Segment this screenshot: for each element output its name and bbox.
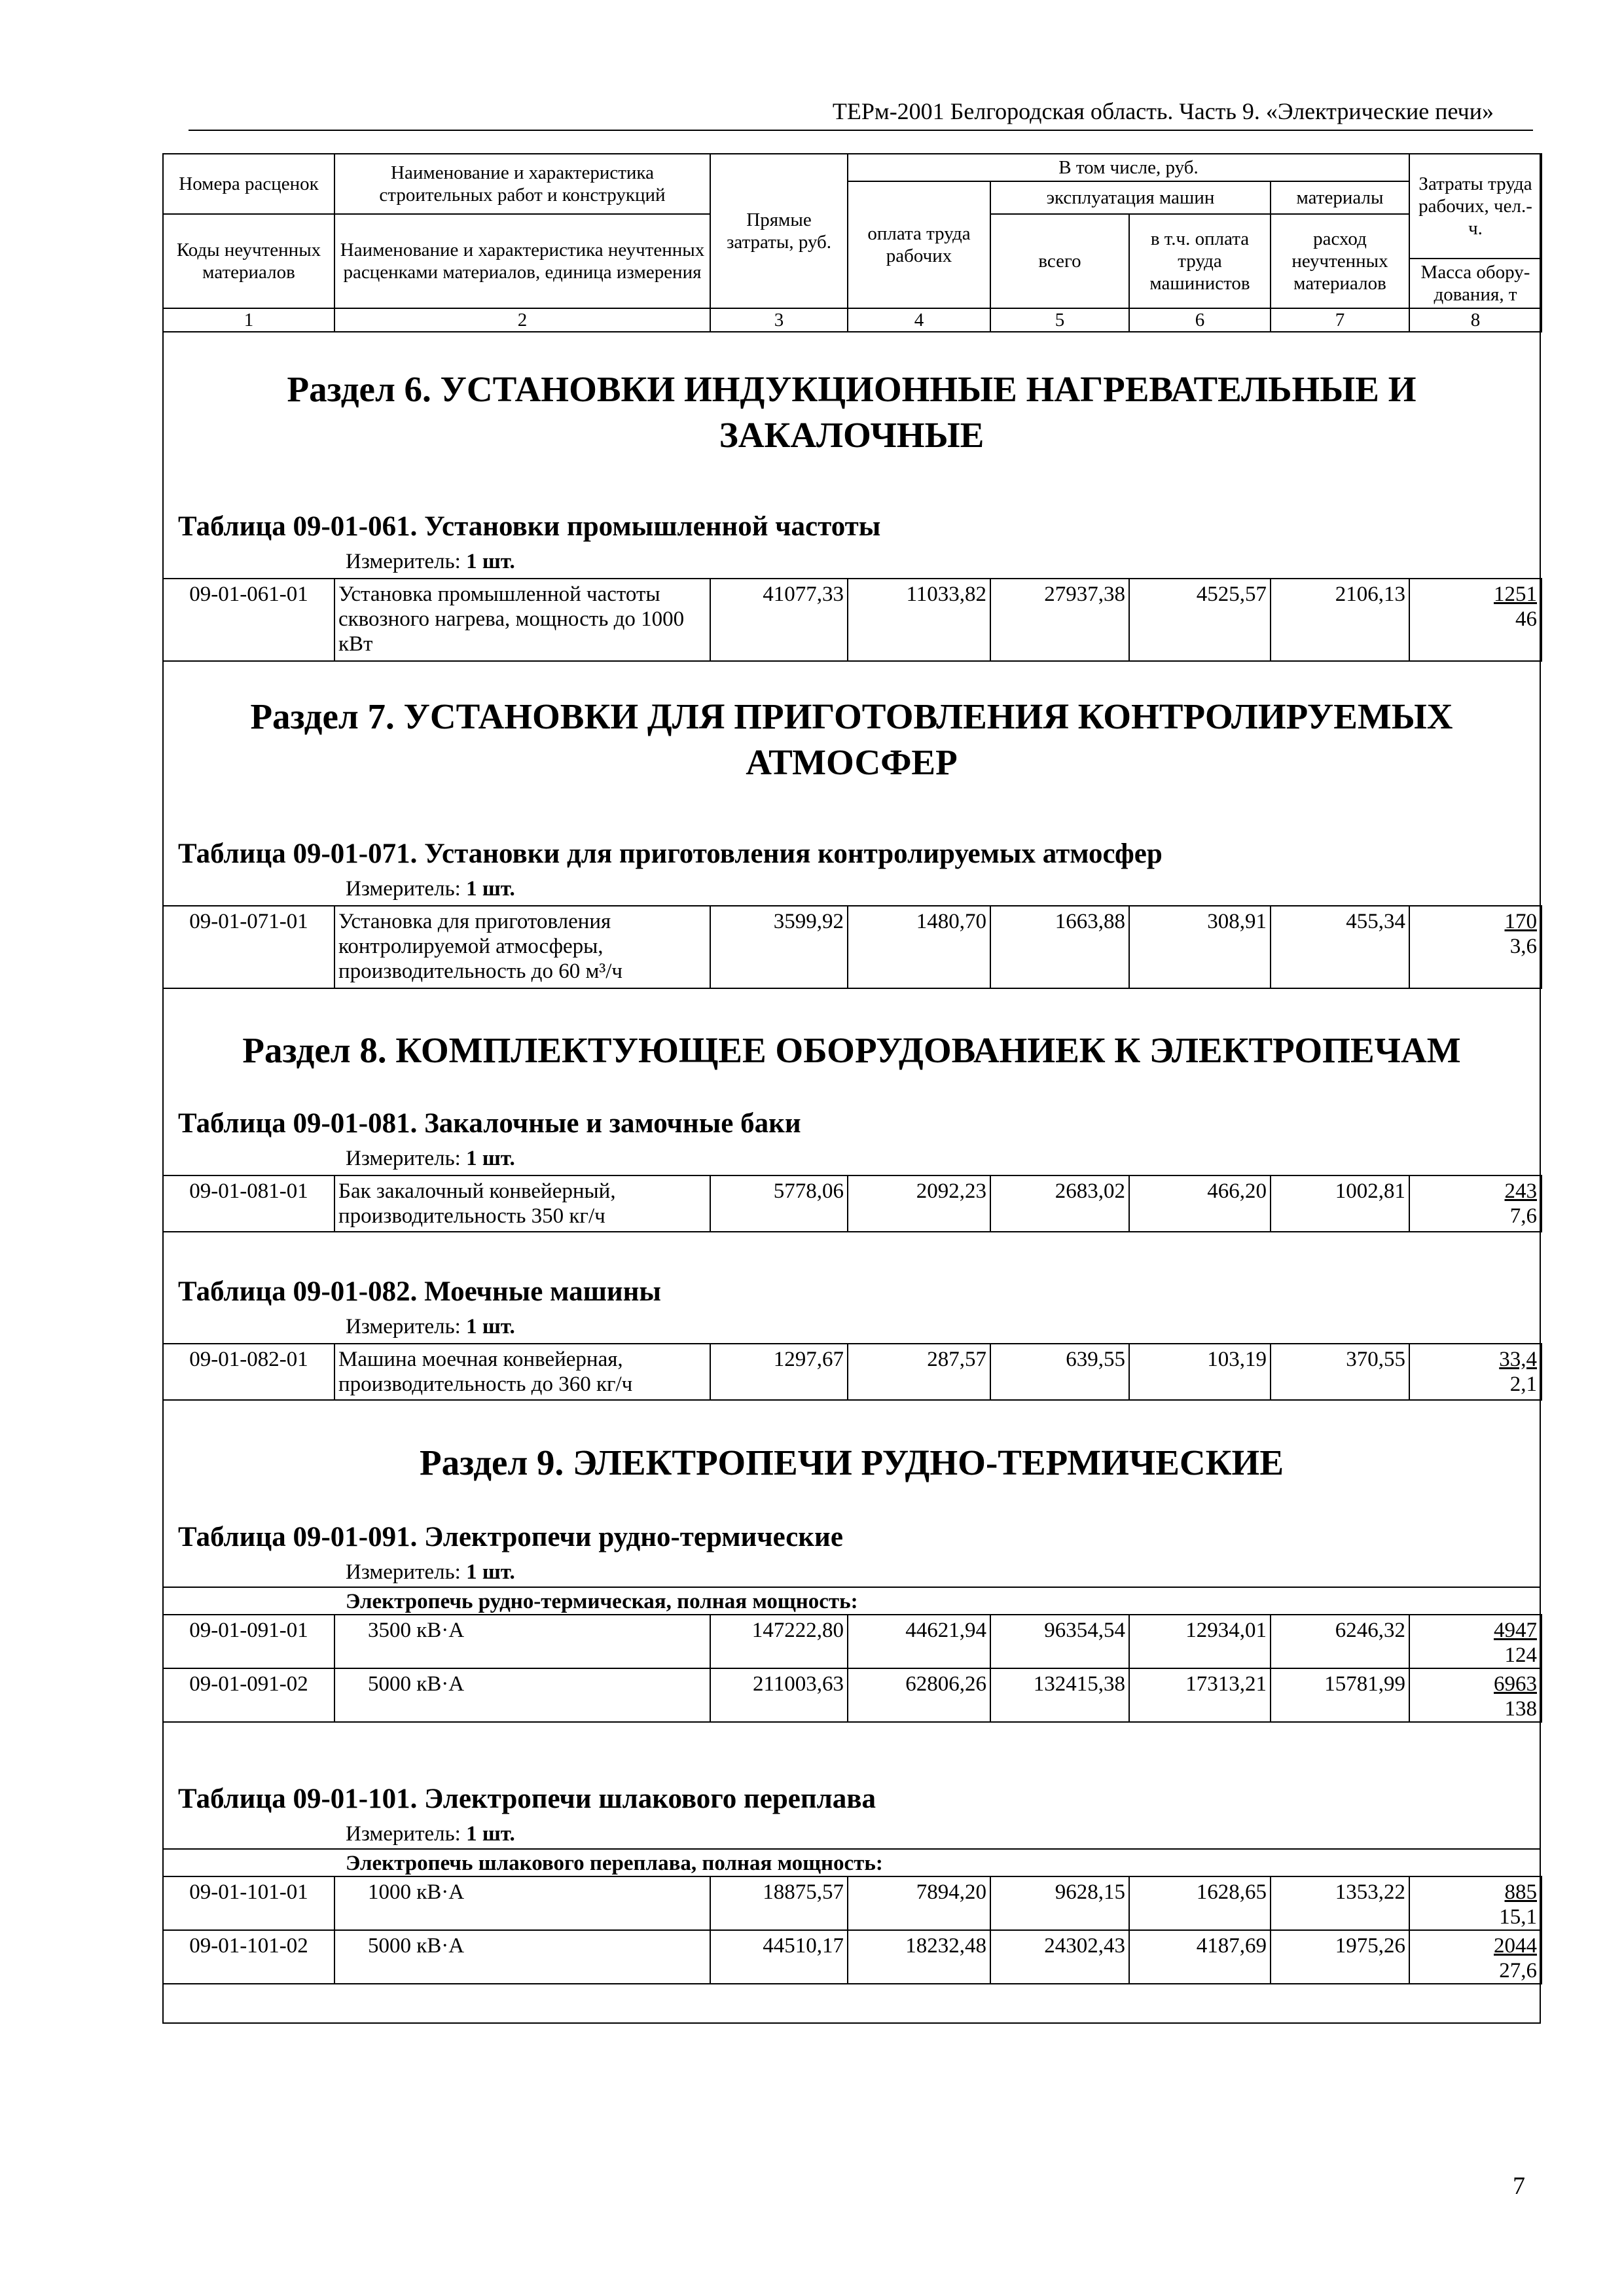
machinist-pay-header: в т.ч. оплата труда машинистов: [1129, 214, 1271, 308]
machines-total-header: всего: [990, 214, 1129, 308]
rate-name: 3500 кВ·А: [334, 1615, 710, 1668]
col2-bottom-header: Наименование и характеристика неучтенных расценками материалов, единица измерения: [334, 214, 710, 308]
table-title: Таблица 09-01-071. Установки для приготовления контролируемых атмосфер: [178, 838, 1163, 869]
table-row: [163, 1668, 1542, 1722]
including-header: В том числе, руб.: [848, 154, 1409, 181]
materials-header: материалы: [1271, 181, 1409, 214]
labor-and-mass: [1409, 579, 1542, 661]
materials-cost: 2106,13: [1271, 579, 1409, 661]
direct-costs: 41077,33: [710, 579, 848, 661]
worker-pay: 2092,23: [848, 1175, 990, 1232]
materials-cost: 15781,99: [1271, 1668, 1409, 1722]
measure-label: Измеритель:: [346, 877, 461, 901]
section-title: Раздел 8. КОМПЛЕКТУЮЩЕЕ ОБОРУДОВАНИЕК К ЭЛЕКТРОПЕЧАМ: [242, 1030, 1461, 1070]
machinist-pay: 4187,69: [1129, 1930, 1271, 1984]
machines-total: 2683,02: [990, 1175, 1129, 1232]
measure-label: Измеритель:: [346, 1147, 461, 1170]
col1-bottom-header: Коды неучтенных материалов: [163, 214, 334, 308]
direct-costs: 44510,17: [710, 1930, 848, 1984]
materials-cost: 6246,32: [1271, 1615, 1409, 1668]
unaccounted-materials-header: расход неучтенных материалов: [1271, 214, 1409, 308]
machinist-pay: 308,91: [1129, 906, 1271, 988]
worker-pay: 11033,82: [848, 579, 990, 661]
labor-hours: 243: [1504, 1179, 1537, 1203]
measure-value: 1 шт.: [466, 550, 515, 573]
table-row: [163, 1876, 1542, 1930]
measure-line: [346, 876, 515, 902]
col1-top-header: Номера расценок: [163, 154, 334, 214]
materials-cost: 1975,26: [1271, 1930, 1409, 1984]
equipment-mass: 138: [1504, 1697, 1537, 1721]
direct-costs: 3599,92: [710, 906, 848, 988]
measure-label: Измеритель:: [346, 550, 461, 573]
rate-name: 5000 кВ·А: [334, 1930, 710, 1984]
table-row: [163, 906, 1542, 988]
direct-costs: 211003,63: [710, 1668, 848, 1722]
materials-cost: 1353,22: [1271, 1876, 1409, 1930]
machinist-pay: 103,19: [1129, 1344, 1271, 1400]
rates-table: [162, 905, 1542, 989]
table-title: Таблица 09-01-101. Электропечи шлакового переплава: [178, 1784, 876, 1814]
worker-pay: 44621,94: [848, 1615, 990, 1668]
labor-and-mass: [1409, 1615, 1542, 1668]
col-num-7: 7: [1271, 308, 1409, 332]
measure-value: 1 шт.: [466, 877, 515, 901]
measure-value: 1 шт.: [466, 1147, 515, 1170]
rate-code: 09-01-101-01: [163, 1876, 334, 1930]
table-row: [163, 1930, 1542, 1984]
machines-total: 639,55: [990, 1344, 1129, 1400]
col-num-4: 4: [848, 308, 990, 332]
direct-costs: 18875,57: [710, 1876, 848, 1930]
materials-cost: 370,55: [1271, 1344, 1409, 1400]
machinist-pay: 1628,65: [1129, 1876, 1271, 1930]
machinist-pay: 466,20: [1129, 1175, 1271, 1232]
worker-pay: 287,57: [848, 1344, 990, 1400]
materials-cost: 455,34: [1271, 906, 1409, 988]
rate-name: 1000 кВ·А: [334, 1876, 710, 1930]
rates-table: [162, 1175, 1542, 1232]
worker-pay: 7894,20: [848, 1876, 990, 1930]
table-row: [163, 1615, 1542, 1668]
measure-label: Измеритель:: [346, 1822, 461, 1846]
labor-hours: 2044: [1494, 1934, 1537, 1958]
rates-table: [162, 1614, 1542, 1723]
direct-costs: 147222,80: [710, 1615, 848, 1668]
labor-and-mass: [1409, 1876, 1542, 1930]
rate-code: 09-01-082-01: [163, 1344, 334, 1400]
machines-total: 1663,88: [990, 906, 1129, 988]
rate-code: 09-01-061-01: [163, 579, 334, 661]
rate-name: Установка промышленной частоты сквозного нагрева, мощность до 1000 кВт: [334, 579, 710, 661]
equipment-mass-header: Масса обору-дования, т: [1409, 259, 1542, 308]
measure-line: [346, 548, 515, 575]
rate-code: 09-01-091-01: [163, 1615, 334, 1668]
labor-hours: 1251: [1494, 583, 1537, 606]
machines-total: 24302,43: [990, 1930, 1129, 1984]
labor-and-mass: [1409, 1344, 1542, 1400]
labor-hours: 6963: [1494, 1672, 1537, 1696]
column-header-table: [162, 153, 1542, 332]
machines-total: 9628,15: [990, 1876, 1129, 1930]
section-title: Раздел 7. УСТАНОВКИ ДЛЯ ПРИГОТОВЛЕНИЯ КОНТРОЛИРУЕМЫХ АТМОСФЕР: [250, 696, 1453, 782]
table-title: Таблица 09-01-082. Моечные машины: [178, 1276, 661, 1307]
measure-label: Измеритель:: [346, 1560, 461, 1584]
header-rule: [189, 130, 1533, 131]
rates-table: [162, 578, 1542, 662]
machinist-pay: 12934,01: [1129, 1615, 1271, 1668]
rate-code: 09-01-101-02: [163, 1930, 334, 1984]
rates-table: [162, 1876, 1542, 1984]
machinist-pay: 4525,57: [1129, 579, 1271, 661]
labor-hours-header: Затраты труда рабочих, чел.-ч.: [1409, 154, 1542, 259]
col-num-3: 3: [710, 308, 848, 332]
worker-pay-header: оплата труда рабочих: [848, 181, 990, 308]
rate-code: 09-01-091-02: [163, 1668, 334, 1722]
rates-table: [162, 1343, 1542, 1401]
machines-total: 27937,38: [990, 579, 1129, 661]
rate-name: 5000 кВ·А: [334, 1668, 710, 1722]
table-row: [163, 1344, 1542, 1400]
table-title: Таблица 09-01-091. Электропечи рудно-термические: [178, 1522, 843, 1552]
group-heading: Электропечь шлакового переплава, полная мощность:: [162, 1848, 1541, 1876]
measure-value: 1 шт.: [466, 1315, 515, 1338]
table-row: [163, 579, 1542, 661]
rate-name: Установка для приготовления контролируемой атмосферы, производительность до 60 м³/ч: [334, 906, 710, 988]
measure-line: [346, 1145, 515, 1172]
col2-top-header: Наименование и характеристика строительных работ и конструкций: [334, 154, 710, 214]
table-title: Таблица 09-01-081. Закалочные и замочные баки: [178, 1108, 801, 1139]
machines-total: 132415,38: [990, 1668, 1129, 1722]
equipment-mass: 46: [1515, 607, 1537, 631]
section-title: Раздел 9. ЭЛЕКТРОПЕЧИ РУДНО-ТЕРМИЧЕСКИЕ: [420, 1443, 1284, 1482]
labor-hours: 170: [1504, 910, 1537, 933]
section-title: Раздел 6. УСТАНОВКИ ИНДУКЦИОННЫЕ НАГРЕВАТЕЛЬНЫЕ И ЗАКАЛОЧНЫЕ: [287, 369, 1416, 455]
equipment-mass: 27,6: [1499, 1959, 1537, 1982]
col-num-2: 2: [334, 308, 710, 332]
rate-code: 09-01-071-01: [163, 906, 334, 988]
worker-pay: 1480,70: [848, 906, 990, 988]
machinist-pay: 17313,21: [1129, 1668, 1271, 1722]
equipment-mass: 3,6: [1509, 935, 1537, 958]
direct-costs: 1297,67: [710, 1344, 848, 1400]
page-number: 7: [1513, 2172, 1525, 2200]
col-num-1: 1: [163, 308, 334, 332]
equipment-mass: 2,1: [1509, 1372, 1537, 1396]
rate-name: Машина моечная конвейерная, производительность до 360 кг/ч: [334, 1344, 710, 1400]
machines-header: эксплуатация машин: [990, 181, 1271, 214]
labor-hours: 885: [1504, 1880, 1537, 1904]
table-row: [163, 1175, 1542, 1232]
measure-label: Измеритель:: [346, 1315, 461, 1338]
col-num-8: 8: [1409, 308, 1542, 332]
labor-hours: 4947: [1494, 1619, 1537, 1642]
measure-line: [346, 1821, 515, 1847]
worker-pay: 18232,48: [848, 1930, 990, 1984]
direct-costs-header: Прямые затраты, руб.: [710, 154, 848, 308]
measure-value: 1 шт.: [466, 1822, 515, 1846]
labor-and-mass: [1409, 1668, 1542, 1722]
table-title: Таблица 09-01-061. Установки промышленной частоты: [178, 511, 881, 542]
worker-pay: 62806,26: [848, 1668, 990, 1722]
equipment-mass: 7,6: [1509, 1204, 1537, 1228]
labor-and-mass: [1409, 1930, 1542, 1984]
rate-name: Бак закалочный конвейерный, производительность 350 кг/ч: [334, 1175, 710, 1232]
labor-and-mass: [1409, 1175, 1542, 1232]
equipment-mass: 15,1: [1499, 1905, 1537, 1929]
machines-total: 96354,54: [990, 1615, 1129, 1668]
labor-and-mass: [1409, 906, 1542, 988]
measure-line: [346, 1559, 515, 1585]
measure-value: 1 шт.: [466, 1560, 515, 1584]
col-num-6: 6: [1129, 308, 1271, 332]
running-head: ТЕРм-2001 Белгородская область. Часть 9. «Электрические печи»: [832, 98, 1494, 124]
measure-line: [346, 1314, 515, 1340]
labor-hours: 33,4: [1499, 1348, 1537, 1371]
rate-code: 09-01-081-01: [163, 1175, 334, 1232]
group-heading: Электропечь рудно-термическая, полная мощность:: [162, 1587, 1541, 1614]
col-num-5: 5: [990, 308, 1129, 332]
equipment-mass: 124: [1504, 1643, 1537, 1667]
direct-costs: 5778,06: [710, 1175, 848, 1232]
materials-cost: 1002,81: [1271, 1175, 1409, 1232]
